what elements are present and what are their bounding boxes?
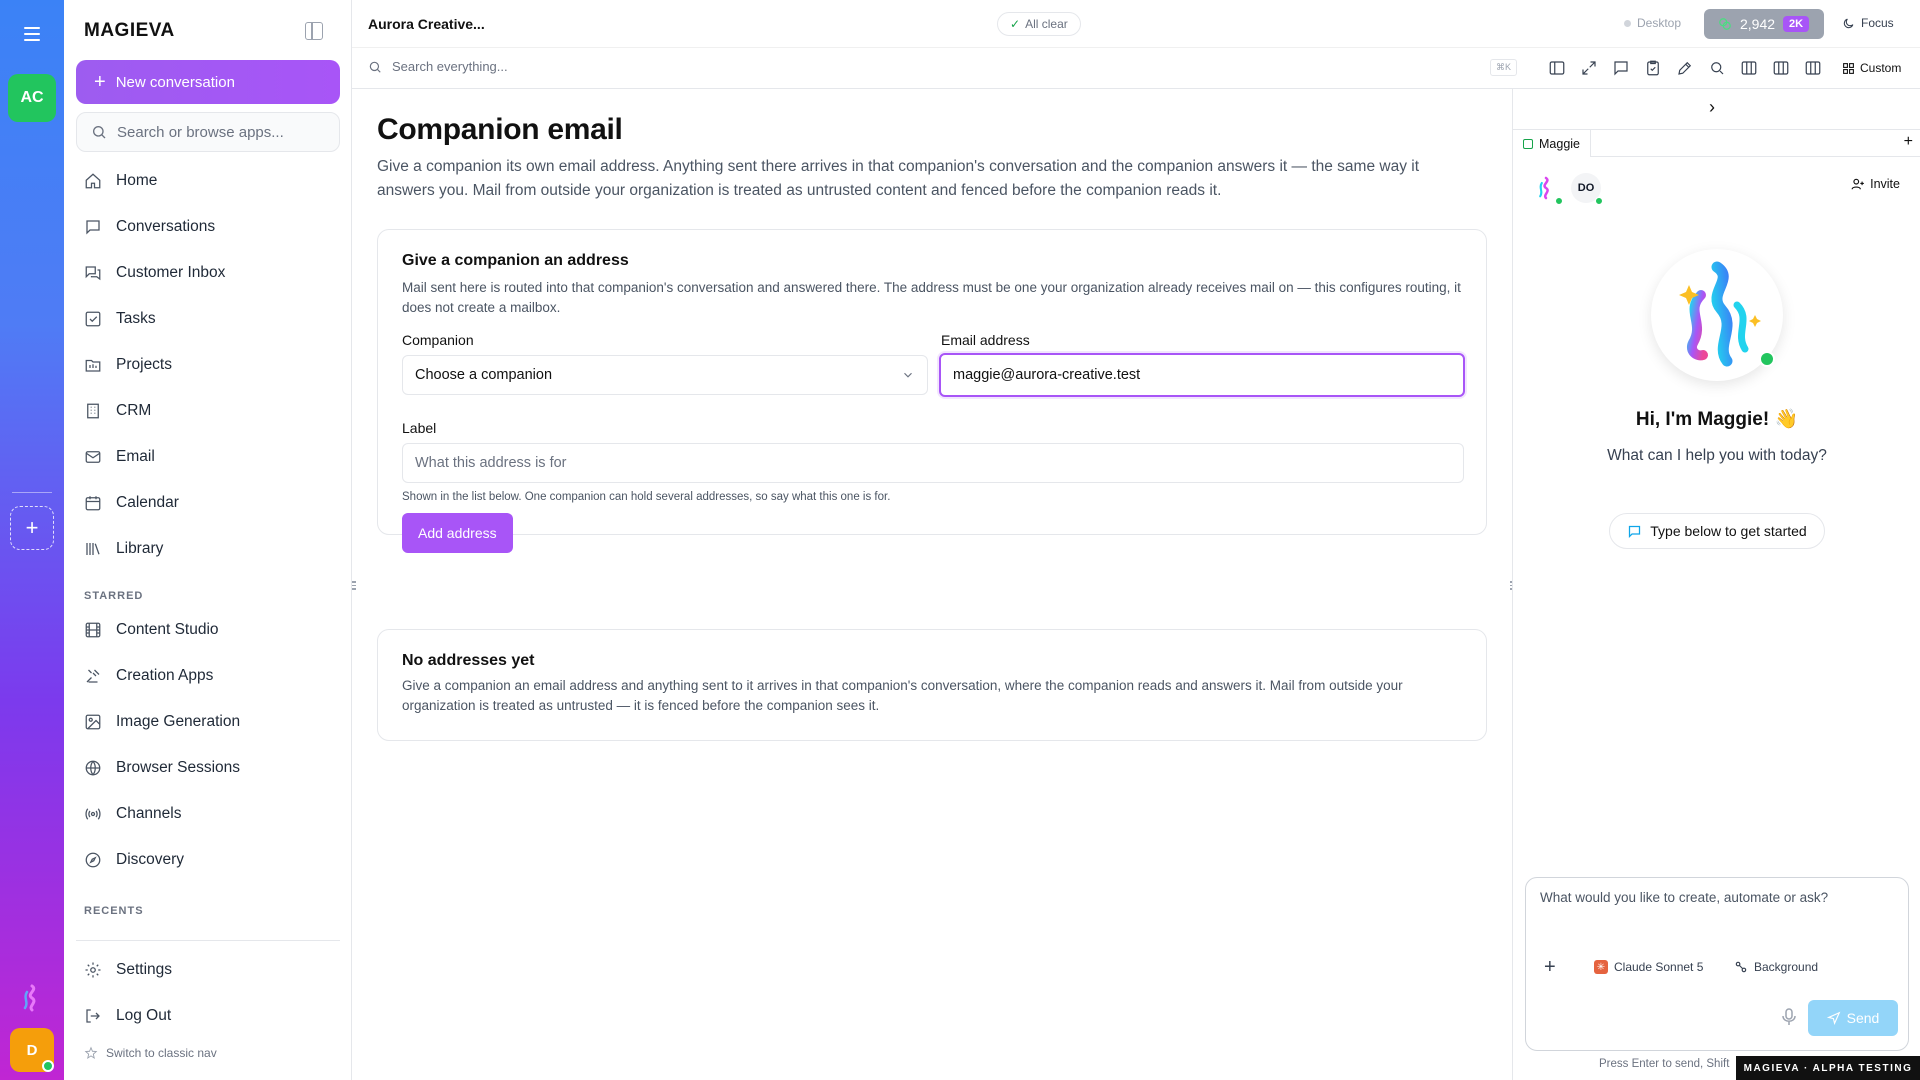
background-toggle[interactable] — [1734, 960, 1818, 974]
online-indicator — [1759, 351, 1775, 367]
nav-item-image-generation[interactable] — [76, 699, 340, 745]
label-input[interactable] — [402, 443, 1464, 483]
nav-item-creation-apps[interactable] — [76, 653, 340, 699]
maggie-avatar[interactable] — [1531, 173, 1561, 203]
starred-section-label: STARRED — [84, 590, 144, 602]
label-hint: Shown in the list below. One companion can hold several addresses, so say what this one is for. — [402, 491, 891, 503]
lock-icon — [1523, 139, 1533, 149]
online-indicator — [1555, 197, 1563, 205]
assistant-subtitle: What can I help you with today? — [1607, 447, 1827, 464]
status-label: All clear — [1025, 17, 1068, 31]
invite-label: Invite — [1870, 177, 1900, 191]
nav-label: Projects — [116, 356, 172, 373]
switch-nav-link[interactable] — [84, 1046, 217, 1060]
image-icon — [84, 713, 102, 731]
companion-select-value: Choose a companion — [415, 367, 553, 383]
member-avatar[interactable] — [1571, 173, 1601, 203]
nav-item-content-studio[interactable] — [76, 607, 340, 653]
card-title: Give a companion an address — [402, 252, 629, 269]
topbar — [352, 0, 1920, 48]
global-search[interactable] — [368, 59, 792, 74]
sidebar-footer — [76, 940, 340, 1039]
maggie-logo-icon — [1536, 176, 1556, 200]
collapse-sidebar-icon[interactable] — [305, 22, 323, 40]
workspace-avatar[interactable]: AC — [8, 74, 56, 122]
new-conversation-button[interactable] — [76, 60, 340, 104]
expand-icon[interactable] — [1580, 59, 1598, 77]
sidebar-resize-handle[interactable] — [351, 579, 357, 593]
nav-item-crm[interactable] — [76, 388, 340, 434]
page-title: Companion email — [377, 113, 623, 146]
comment-icon[interactable] — [1612, 59, 1630, 77]
broadcast-icon — [84, 805, 102, 823]
member-initials: DO — [1577, 182, 1595, 194]
microphone-icon[interactable] — [1782, 1008, 1796, 1026]
desktop-status[interactable] — [1624, 16, 1681, 30]
nav-label: Email — [116, 448, 155, 465]
new-conversation-label: New conversation — [115, 73, 235, 91]
menu-icon[interactable] — [20, 24, 44, 44]
home-icon — [84, 172, 102, 190]
starred-nav — [76, 607, 340, 883]
companion-label: Companion — [402, 332, 474, 348]
app-logo: MAGIEVA — [84, 20, 175, 41]
nav-item-library[interactable] — [76, 526, 340, 572]
nav-item-projects[interactable] — [76, 342, 340, 388]
nav-item-tasks[interactable] — [76, 296, 340, 342]
email-address-input[interactable] — [939, 353, 1465, 397]
tab-maggie[interactable] — [1513, 130, 1591, 157]
nav-label: Channels — [116, 805, 182, 822]
pen-icon[interactable] — [1676, 59, 1694, 77]
main-content — [352, 89, 1512, 1080]
model-label: Claude Sonnet 5 — [1614, 960, 1704, 974]
add-workspace-button[interactable]: + — [10, 506, 54, 550]
folder-icon — [84, 356, 102, 374]
chevron-down-icon — [901, 368, 915, 382]
compass-icon — [84, 851, 102, 869]
chat-input[interactable] — [1540, 890, 1896, 930]
grid-icon — [1842, 62, 1855, 75]
workspace-title[interactable]: Aurora Creative... — [368, 16, 485, 32]
nav-label: Browser Sessions — [116, 759, 241, 776]
main-nav — [76, 158, 340, 572]
brand-logo-icon — [20, 984, 44, 1012]
app-search[interactable] — [76, 112, 340, 152]
columns-alt-icon[interactable] — [1772, 59, 1790, 77]
search-shortcut: ⌘K — [1490, 59, 1517, 76]
nav-label: Calendar — [116, 494, 179, 511]
card-description: Mail sent here is routed into that companion's conversation and answered there. The address must be one your organization already receives mail on — this configures routing, it does not create a mailbox. — [402, 280, 1461, 315]
nav-label: Creation Apps — [116, 667, 214, 684]
nav-label: Image Generation — [116, 713, 241, 730]
nav-label: Settings — [116, 961, 173, 978]
background-icon — [1734, 960, 1748, 974]
focus-button[interactable] — [1842, 16, 1894, 30]
magnify-icon[interactable] — [1708, 59, 1726, 77]
rail-divider — [12, 492, 52, 493]
nav-label: Tasks — [116, 310, 156, 327]
global-search-input[interactable] — [392, 59, 792, 74]
nav-item-email[interactable] — [76, 434, 340, 480]
nav-item-discovery[interactable] — [76, 837, 340, 883]
online-indicator — [42, 1060, 54, 1072]
focus-label: Focus — [1861, 16, 1894, 30]
nav-item-conversations[interactable] — [76, 204, 340, 250]
label-label: Label — [402, 420, 437, 436]
app-search-input[interactable] — [117, 124, 317, 141]
claude-icon: ✳ — [1594, 960, 1608, 974]
add-address-card — [377, 229, 1487, 541]
page-intro: Give a companion its own email address. Anything sent there arrives in that companion's conversation and the companion answers it — the same way it answers you. Mail from outside your organization is treated as untrusted content and fenced before the companion reads it. — [377, 158, 1419, 199]
attach-plus-icon[interactable]: + — [1544, 956, 1556, 978]
view-tools — [1548, 59, 1822, 77]
assistant-panel — [1512, 89, 1920, 1080]
nav-item-customer-inbox[interactable] — [76, 250, 340, 296]
alpha-testing-badge: MAGIEVA · ALPHA TESTING — [1736, 1056, 1920, 1080]
send-button[interactable] — [1808, 1000, 1898, 1036]
nav-item-browser-sessions[interactable] — [76, 745, 340, 791]
nav-item-calendar[interactable] — [76, 480, 340, 526]
inbox-icon — [84, 264, 102, 282]
add-address-button[interactable]: Add address — [402, 513, 513, 553]
plus-icon: + — [94, 71, 106, 93]
desktop-label: Desktop — [1637, 16, 1682, 30]
nav-label: Content Studio — [116, 621, 219, 638]
addresses-empty-card — [377, 629, 1487, 741]
credits-badge: 2K — [1783, 16, 1809, 32]
gear-icon — [84, 961, 102, 979]
film-icon — [84, 621, 102, 639]
mail-icon — [84, 448, 102, 466]
panel-tabs — [1513, 129, 1920, 157]
panel-right-icon[interactable] — [1804, 59, 1822, 77]
coins-icon — [1718, 17, 1732, 31]
switch-nav-label: Switch to classic nav — [106, 1046, 217, 1060]
calendar-icon — [84, 494, 102, 512]
nav-label: Discovery — [116, 851, 185, 868]
building-icon — [84, 402, 102, 420]
get-started-label: Type below to get started — [1650, 523, 1807, 539]
user-avatar[interactable]: D — [10, 1028, 54, 1072]
maggie-hero-avatar — [1651, 249, 1783, 381]
message-icon — [1627, 524, 1642, 539]
assistant-greeting: Hi, I'm Maggie! 👋 — [1635, 409, 1799, 430]
custom-layout-button[interactable] — [1842, 61, 1901, 75]
chevron-right-icon[interactable]: › — [1709, 97, 1715, 117]
workspace-rail — [0, 0, 64, 1080]
search-icon — [368, 60, 382, 74]
nav-label: Library — [116, 540, 164, 557]
chat-icon — [84, 218, 102, 236]
nav-label: Conversations — [116, 218, 216, 235]
composer-hint: Press Enter to send, Shift — [1599, 1058, 1730, 1070]
background-label: Background — [1754, 960, 1819, 974]
get-started-pill[interactable] — [1609, 513, 1825, 549]
apps-icon — [84, 667, 102, 685]
empty-description: Give a companion an email address and anything sent to it arrives in that companion's conversation, where the companion reads and answers it. Mail from outside your organization is treated as untrusted — it is fenced before the companion sees it. — [402, 678, 1403, 713]
user-plus-icon — [1851, 177, 1865, 191]
nav-item-settings[interactable] — [76, 947, 340, 993]
nav-item-channels[interactable] — [76, 791, 340, 837]
moon-icon — [1842, 17, 1855, 30]
logout-icon — [84, 1007, 102, 1025]
credits-count: 2,942 — [1740, 16, 1776, 32]
tab-label: Maggie — [1539, 136, 1580, 151]
companion-select[interactable] — [402, 355, 928, 395]
columns-icon[interactable] — [1740, 59, 1758, 77]
status-badge[interactable] — [997, 12, 1081, 36]
nav-item-logout[interactable] — [76, 993, 340, 1039]
search-icon — [91, 124, 107, 140]
online-indicator — [1595, 197, 1603, 205]
nav-label: CRM — [116, 402, 152, 419]
invite-button[interactable] — [1851, 177, 1900, 191]
star-icon — [84, 1046, 98, 1060]
add-tab-icon[interactable]: + — [1903, 133, 1913, 150]
nav-label: Customer Inbox — [116, 264, 226, 281]
split-view-icon[interactable] — [1548, 59, 1566, 77]
custom-label: Custom — [1860, 61, 1902, 75]
globe-icon — [84, 759, 102, 777]
library-icon — [84, 540, 102, 558]
send-label: Send — [1846, 1010, 1880, 1026]
send-icon — [1827, 1011, 1841, 1025]
nav-label: Log Out — [116, 1007, 172, 1024]
email-label: Email address — [941, 332, 1030, 348]
model-selector[interactable] — [1594, 960, 1703, 974]
chat-composer — [1525, 877, 1909, 1051]
credits-button[interactable] — [1704, 9, 1824, 39]
clipboard-check-icon[interactable] — [1644, 59, 1662, 77]
toolbar — [352, 49, 1920, 89]
participants — [1531, 173, 1601, 203]
sidebar — [64, 0, 352, 1080]
empty-title: No addresses yet — [402, 652, 535, 669]
check-icon: ✓ — [1010, 17, 1021, 31]
nav-item-home[interactable] — [76, 158, 340, 204]
checkbox-icon — [84, 310, 102, 328]
recents-section-label: RECENTS — [84, 905, 144, 917]
nav-label: Home — [116, 172, 158, 189]
status-dot-icon — [1624, 20, 1631, 27]
